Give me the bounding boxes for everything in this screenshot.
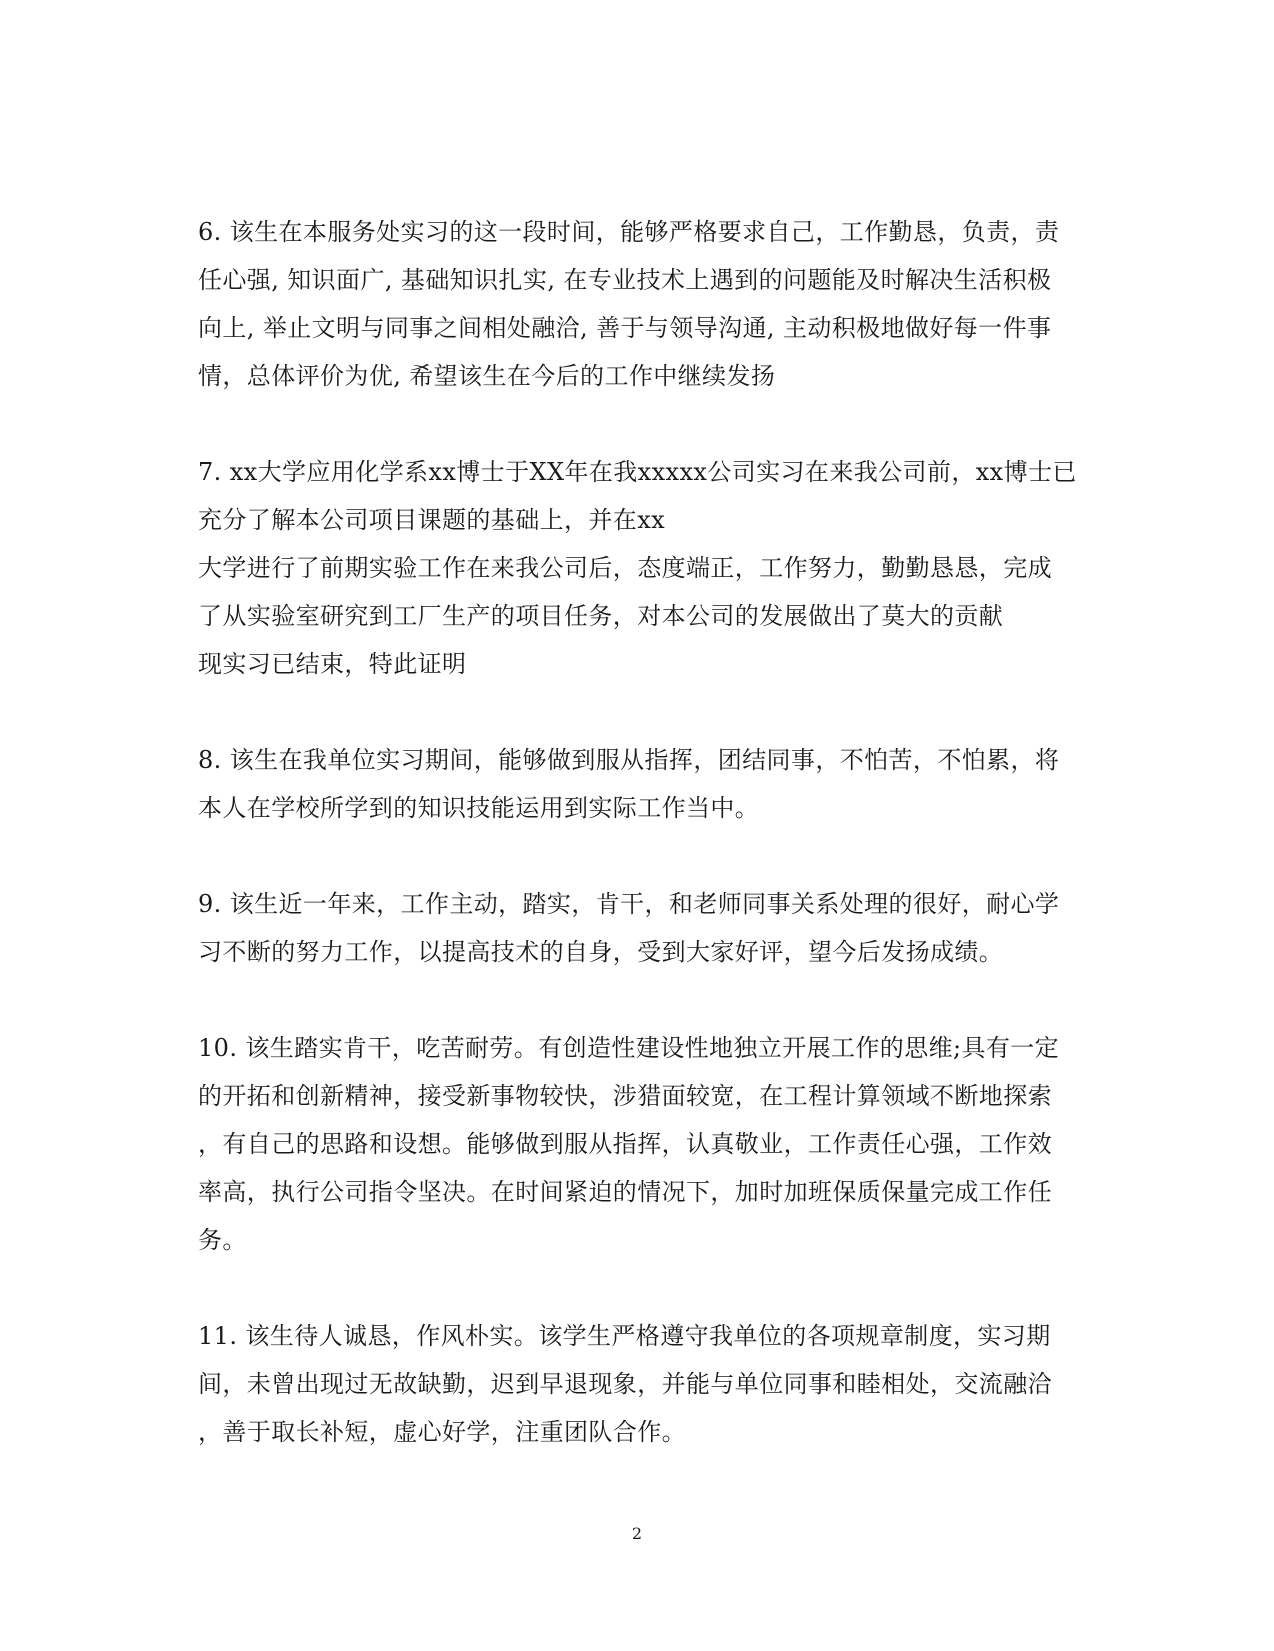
- text-line: 6. 该生在本服务处实习的这一段时间，能够严格要求自己，工作勤恳，负责，责: [198, 218, 1060, 246]
- text-line: ，有自己的思路和设想。能够做到服从指挥，认真敬业，工作责任心强，工作效: [198, 1130, 1052, 1158]
- text-line: 率高，执行公司指令坚决。在时间紧迫的情况下，加时加班保质保量完成工作任: [198, 1178, 1052, 1206]
- page-number: 2: [631, 1524, 643, 1543]
- text-line: 本人在学校所学到的知识技能运用到实际工作当中。: [198, 794, 760, 822]
- text-line: 现实习已结束，特此证明: [198, 650, 467, 678]
- text-line: 的开拓和创新精神，接受新事物较快，涉猎面较宽，在工程计算领域不断地探索: [198, 1082, 1052, 1110]
- text-line: 务。: [198, 1226, 247, 1254]
- text-line: 任心强, 知识面广, 基础知识扎实, 在专业技术上遇到的问题能及时解决生活积极: [198, 266, 1052, 294]
- text-line: 情，总体评价为优, 希望该生在今后的工作中继续发扬: [198, 362, 776, 390]
- paragraph-10: [198, 1024, 1078, 1264]
- text-line: 向上, 举止文明与同事之间相处融洽, 善于与领导沟通, 主动积极地做好每一件事: [198, 314, 1052, 342]
- paragraph-6: [198, 208, 1078, 400]
- text-line: 10. 该生踏实肯干，吃苦耐劳。有创造性建设性地独立开展工作的思维;具有一定: [198, 1034, 1060, 1062]
- text-line: 大学进行了前期实验工作在来我公司后，态度端正，工作努力，勤勤恳恳，完成: [198, 554, 1052, 582]
- document-body: [198, 208, 1078, 1504]
- text-line: 9. 该生近一年来，工作主动，踏实，肯干，和老师同事关系处理的很好，耐心学: [198, 890, 1060, 918]
- text-line: 8. 该生在我单位实习期间，能够做到服从指挥，团结同事，不怕苦，不怕累，将: [198, 746, 1060, 774]
- text-line: 11. 该生待人诚恳，作风朴实。该学生严格遵守我单位的各项规章制度，实习期: [198, 1322, 1051, 1350]
- paragraph-8: [198, 736, 1078, 832]
- text-line: ，善于取长补短，虚心好学，注重团队合作。: [198, 1418, 686, 1446]
- text-line: 了从实验室研究到工厂生产的项目任务，对本公司的发展做出了莫大的贡献: [198, 602, 1004, 630]
- text-line: 7. xx大学应用化学系xx博士于XX年在我xxxxx公司实习在来我公司前，xx博士已: [198, 458, 1077, 486]
- text-line: 习不断的努力工作，以提高技术的自身，受到大家好评，望今后发扬成绩。: [198, 938, 1004, 966]
- text-line: 间，未曾出现过无故缺勤，迟到早退现象，并能与单位同事和睦相处，交流融洽: [198, 1370, 1052, 1398]
- paragraph-11: [198, 1312, 1078, 1456]
- text-line: 充分了解本公司项目课题的基础上，并在xx: [198, 506, 666, 534]
- paragraph-7: [198, 448, 1078, 688]
- paragraph-9: [198, 880, 1078, 976]
